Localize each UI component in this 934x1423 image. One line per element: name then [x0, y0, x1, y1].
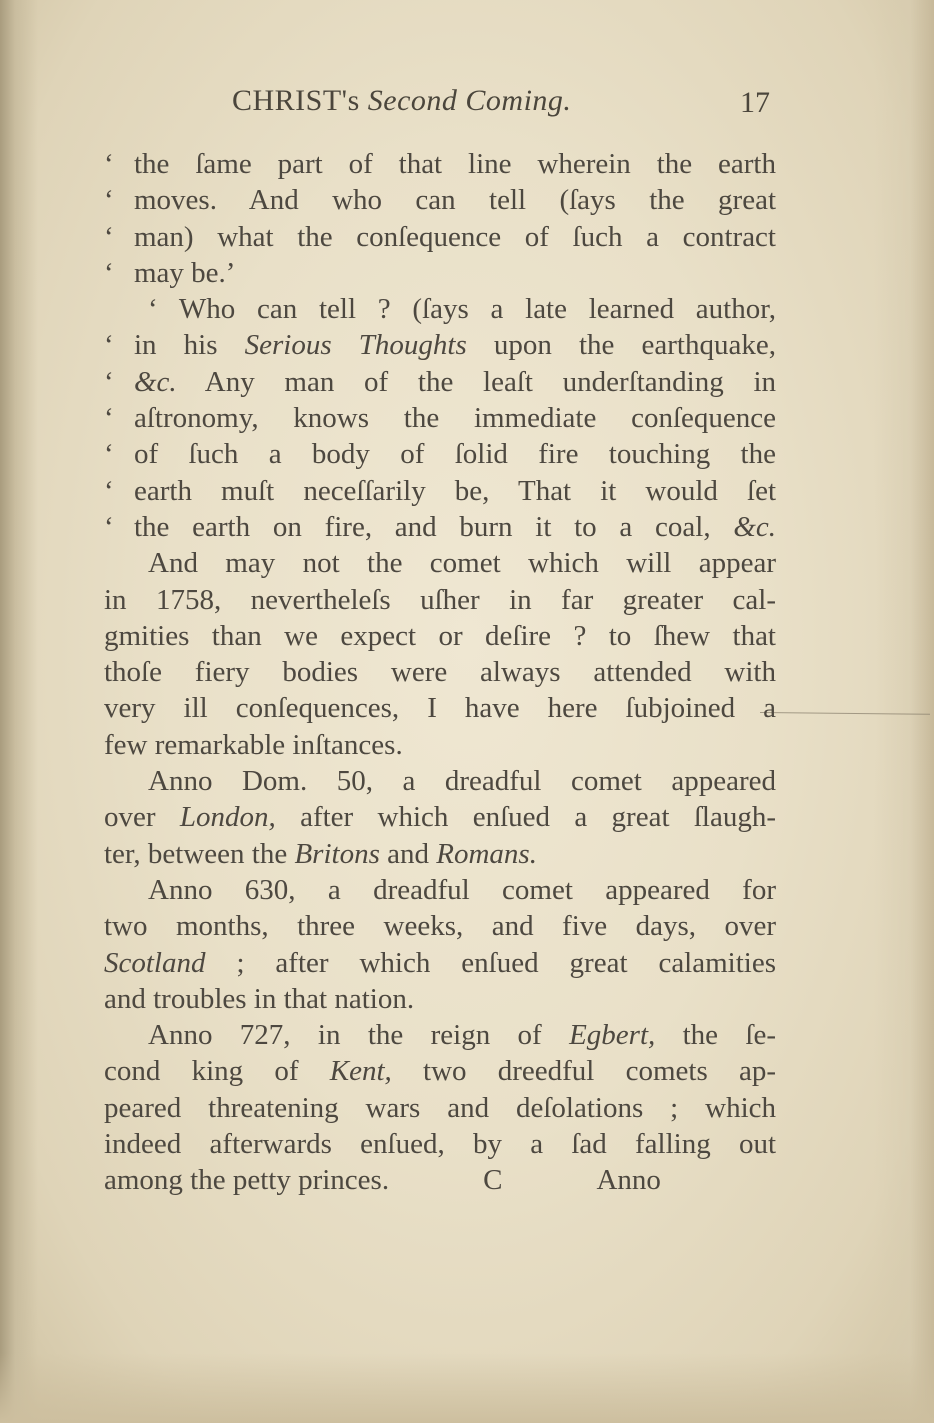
text-run: peared threatening wars and deſolations ; which [104, 1091, 776, 1124]
text-line [104, 836, 776, 872]
text-line [104, 1126, 776, 1162]
text-run: indeed afterwards enſued, by a ſad falling out [104, 1128, 776, 1161]
catchword: Anno [596, 1164, 661, 1197]
text-run: upon the earthquake, [466, 329, 776, 362]
italic-text: &c. [134, 365, 177, 398]
text-run: moves. And who can tell (ſays the great [134, 184, 776, 217]
text-run: in 1758, nevertheleſs uſher in far greater cal- [104, 583, 776, 616]
text-line [104, 1090, 776, 1126]
running-head [0, 80, 934, 130]
worn-bottom-edge [0, 1353, 934, 1423]
text-run: in his [134, 329, 245, 362]
italic-text: &c. [733, 510, 776, 543]
text-line [104, 618, 776, 654]
worn-right-edge [874, 0, 934, 1423]
text-run: very ill conſequences, I have here ſubjoined a [104, 692, 776, 725]
italic-text: Serious Thoughts [244, 329, 467, 362]
text-line [104, 327, 776, 363]
quote-mark: ‘ [104, 365, 114, 398]
running-head-title-italic: Second Coming. [367, 84, 572, 117]
text-run: over [104, 801, 180, 834]
text-line [104, 654, 776, 690]
text-run: Any man of the leaſt underſtanding in [176, 365, 776, 398]
italic-text: Kent, [329, 1055, 392, 1088]
text-run: after which enſued a great ſlaugh- [275, 801, 776, 834]
text-line [104, 690, 776, 726]
text-line [104, 219, 776, 255]
text-line [104, 182, 776, 218]
text-run: earth muſt neceſſarily be, That it would ſet [134, 474, 776, 507]
italic-text: London, [179, 801, 276, 834]
quote-mark: ‘ [104, 220, 114, 253]
quote-mark: ‘ [104, 474, 114, 507]
text-run: two months, three weeks, and five days, over [104, 910, 776, 943]
text-run: two dreedful comets ap- [391, 1055, 776, 1088]
quote-mark: ‘ [104, 256, 114, 289]
text-run: and troubles in that nation. [104, 982, 415, 1015]
body-text [104, 146, 776, 1199]
text-line [104, 146, 776, 182]
quote-mark: ‘ [104, 148, 114, 180]
page-number: 17 [740, 86, 770, 119]
signature-mark: C [483, 1164, 503, 1197]
text-run: ‘ Who can tell ? (ſays a late learned author, [148, 293, 776, 326]
text-line [104, 400, 776, 436]
text-run: cond king of [104, 1055, 330, 1088]
text-run: among the petty princes. [104, 1164, 390, 1197]
italic-text: Romans. [436, 837, 537, 870]
quote-mark: ‘ [104, 438, 114, 471]
text-line [104, 981, 776, 1017]
text-run: thoſe fiery bodies were always attended with [104, 656, 776, 689]
text-run: may be.’ [134, 256, 236, 289]
text-run: of ſuch a body of ſolid fire touching the [134, 438, 776, 471]
gutter-shadow [0, 0, 38, 1423]
text-run: And may not the comet which will appear [148, 547, 776, 580]
text-line [104, 364, 776, 400]
text-line [104, 582, 776, 618]
text-run: and [379, 837, 437, 870]
text-run: the earth on fire, and burn it to a coal, [134, 510, 734, 543]
text-run: Anno 630, a dreadful comet appeared for [148, 873, 776, 906]
text-line [104, 945, 776, 981]
text-run: ; after which enſued great calamities [205, 946, 776, 979]
text-line [104, 1053, 776, 1089]
italic-text: Scotland [104, 946, 206, 979]
italic-text: Britons [294, 837, 380, 870]
text-line [104, 1162, 776, 1198]
text-line [104, 473, 776, 509]
text-line [104, 872, 776, 908]
text-run: ter, between the [104, 837, 295, 870]
text-run: gmities than we expect or deſire ? to ſhew that [104, 619, 776, 652]
quote-mark: ‘ [104, 184, 114, 217]
text-line [104, 799, 776, 835]
quote-mark: ‘ [104, 402, 114, 435]
text-line [104, 545, 776, 581]
text-line [104, 908, 776, 944]
running-head-title [232, 84, 571, 118]
text-line [104, 727, 776, 763]
text-line [104, 291, 776, 327]
text-run: aſtronomy, knows the immediate conſequence [134, 402, 776, 435]
text-run: Anno 727, in the reign of [148, 1019, 570, 1052]
text-run: man) what the conſequence of ſuch a contract [134, 220, 776, 253]
text-line [104, 255, 776, 291]
running-head-title-roman: CHRIST's [232, 84, 368, 117]
text-run: the ſe- [655, 1019, 776, 1052]
quote-mark: ‘ [104, 510, 114, 543]
text-line [104, 763, 776, 799]
text-run: Anno Dom. 50, a dreadful comet appeared [148, 765, 776, 798]
quote-mark: ‘ [104, 329, 114, 362]
text-run: few remarkable inſtances. [104, 728, 403, 761]
text-line [104, 436, 776, 472]
text-line [104, 1017, 776, 1053]
text-run: the ſame part of that line wherein the earth [134, 148, 776, 180]
text-line [104, 509, 776, 545]
italic-text: Egbert, [569, 1019, 656, 1052]
